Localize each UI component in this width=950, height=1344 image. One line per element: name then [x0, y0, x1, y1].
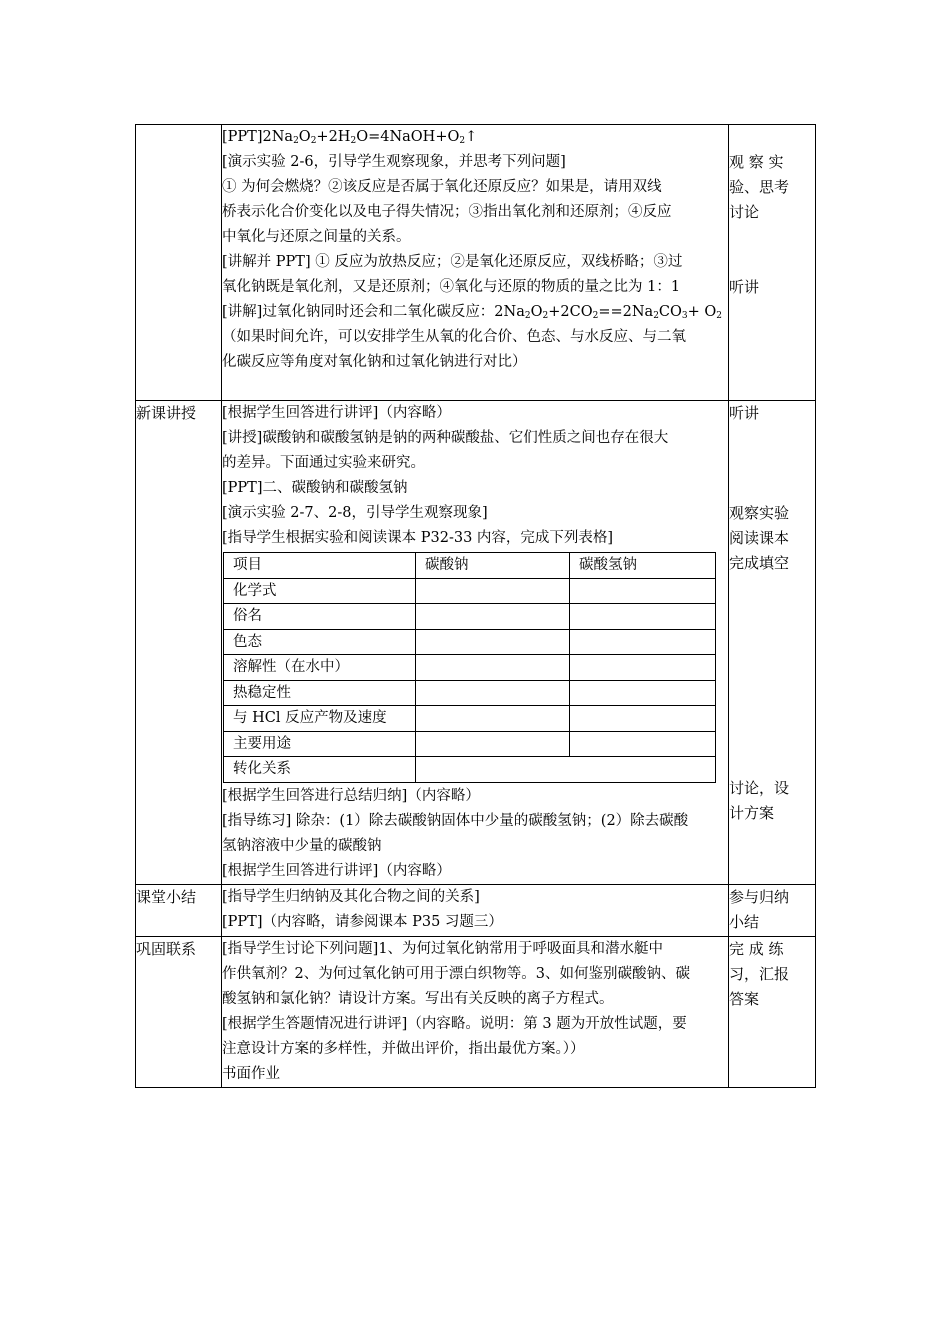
empty-cell[interactable] [570, 604, 716, 630]
content-line: 桥表示化合价变化以及电子得失情况；③指出氧化剂和还原剂；④反应 [222, 204, 672, 220]
stage-label: 新课讲授 [136, 404, 197, 422]
content-line: 中氧化与还原之间量的关系。 [222, 229, 411, 245]
stage-label: 课堂小结 [136, 887, 197, 906]
row-label: 俗名 [224, 604, 416, 630]
content-line: 氧化钠既是氧化剂，又是还原剂；④氧化与还原的物质的量之比为 1：1 [222, 279, 681, 295]
stage-cell [136, 401, 222, 885]
header-cell: 项目 [224, 553, 416, 579]
content-line: [根据学生答题情况进行讲评]（内容略。说明：第 3 题为开放性试题，要 [222, 1015, 687, 1032]
content-line: 氢钠溶液中少量的碳酸钠 [222, 837, 382, 854]
empty-cell[interactable] [570, 706, 716, 732]
activity-line: 观 察 实 [729, 153, 784, 171]
content-line: （如果时间允许，可以安排学生从氧的化合价、色态、与水反应、与二氧 [222, 329, 686, 345]
content-line: [PPT]（内容略，请参阅课本 P35 习题三） [222, 913, 503, 930]
empty-cell[interactable] [416, 680, 570, 706]
content-line: [讲解并 PPT] ① 反应为放热反应；②是氧化还原反应，双线桥略；③过 [222, 254, 683, 270]
table-row [136, 125, 816, 401]
activity-cell [729, 125, 816, 401]
activity-cell [729, 936, 816, 1087]
empty-cell[interactable] [416, 629, 570, 655]
content-cell [222, 936, 729, 1087]
empty-cell[interactable] [416, 578, 570, 604]
activity-line: 答案 [729, 989, 760, 1008]
header-cell: 碳酸钠 [416, 553, 570, 579]
empty-cell[interactable] [416, 706, 570, 732]
row-label: 热稳定性 [224, 680, 416, 706]
activity-line: 完 成 练 [729, 939, 784, 958]
row-label: 与 HCl 反应产物及速度 [224, 706, 416, 732]
equation-line: $[PPT]2Na_2O_2+2H_2O=4NaOH+O_2↑$ [222, 129, 478, 146]
content-line: [演示实验 2-7、2-8，引导学生观察现象] [222, 505, 488, 521]
activity-line: 讨论，设 [729, 779, 790, 797]
content-line: [讲授]碳酸钠和碳酸氢钠是钠的两种碳酸盐、它们性质之间也存在很大 [222, 430, 669, 446]
content-cell [222, 125, 729, 401]
activity-line: 听讲 [729, 278, 760, 296]
content-cell [222, 884, 729, 936]
activity-line: 小结 [729, 912, 760, 931]
content-cell [222, 401, 729, 885]
empty-cell[interactable] [570, 680, 716, 706]
content-line: 注意设计方案的多样性，并做出评价，指出最优方案。）） [222, 1040, 585, 1057]
row-label: 转化关系 [224, 757, 416, 783]
activity-line: 参与归纳 [729, 887, 790, 906]
empty-cell[interactable] [570, 731, 716, 757]
content-line: [指导学生讨论下列问题]1、为何过氧化钠常用于呼吸面具和潜水艇中 [222, 940, 664, 957]
table-row [224, 629, 716, 655]
table-row [224, 604, 716, 630]
content-line: [指导学生归纳钠及其化合物之间的关系] [222, 888, 480, 905]
table-row [224, 680, 716, 706]
header-cell: 碳酸氢钠 [570, 553, 716, 579]
content-line: 酸氢钠和氯化钠？请设计方案。写出有关反映的离子方程式。 [222, 990, 614, 1007]
empty-cell[interactable] [416, 757, 716, 783]
content-line: [指导学生根据实验和阅读课本 P32-33 内容，完成下列表格] [222, 530, 614, 546]
row-label: 色态 [224, 629, 416, 655]
content-line: [根据学生回答进行总结归纳]（内容略） [222, 787, 480, 804]
content-line: 的差异。下面通过实验来研究。 [222, 455, 425, 471]
activity-line: 完成填空 [729, 554, 790, 572]
empty-cell[interactable] [570, 655, 716, 681]
table-row [136, 884, 816, 936]
activity-cell [729, 401, 816, 885]
row-label: 主要用途 [224, 731, 416, 757]
table-row [224, 757, 716, 783]
content-line: [演示实验 2-6，引导学生观察现象，并思考下列问题] [222, 154, 566, 170]
equation-line: [讲解]过氧化钠同时还会和二氧化碳反应：$2Na_2O_2+2CO_2==2Na_2CO_3+ O_2$ [222, 304, 723, 321]
content-line: [PPT]二、碳酸钠和碳酸氢钠 [222, 480, 408, 496]
activity-line: 听讲 [729, 404, 760, 422]
content-line: 化碳反应等角度对氧化钠和过氧化钠进行对比） [222, 354, 527, 370]
stage-cell [136, 125, 222, 401]
activity-line: 习，汇报 [729, 964, 790, 983]
activity-line: 讨论 [729, 203, 760, 221]
lesson-plan-table [135, 124, 816, 1088]
content-line: [指导练习] 除杂：(1）除去碳酸钠固体中少量的碳酸氢钠；(2）除去碳酸 [222, 812, 689, 829]
table-row [224, 731, 716, 757]
stage-label: 巩固联系 [136, 939, 197, 958]
stage-cell [136, 936, 222, 1087]
table-row [136, 936, 816, 1087]
content-line: [根据学生回答进行讲评]（内容略） [222, 862, 451, 879]
row-label: 溶解性（在水中） [224, 655, 416, 681]
table-row [224, 655, 716, 681]
table-row [136, 401, 816, 885]
empty-cell[interactable] [416, 604, 570, 630]
content-line: ① 为何会燃烧？②该反应是否属于氧化还原反应？如果是，请用双线 [222, 179, 662, 195]
activity-cell [729, 884, 816, 936]
content-line: 书面作业 [222, 1065, 280, 1082]
stage-cell [136, 884, 222, 936]
content-line: [根据学生回答进行讲评]（内容略） [222, 405, 451, 421]
empty-cell[interactable] [416, 731, 570, 757]
table-row [224, 578, 716, 604]
table-header-row [224, 553, 716, 579]
activity-line: 验、思考 [729, 178, 790, 196]
activity-line: 阅读课本 [729, 529, 790, 547]
empty-cell[interactable] [570, 578, 716, 604]
row-label: 化学式 [224, 578, 416, 604]
empty-cell[interactable] [416, 655, 570, 681]
activity-line: 计方案 [729, 804, 775, 822]
table-row [224, 706, 716, 732]
activity-line: 观察实验 [729, 504, 790, 522]
content-line: 作供氧剂？2、为何过氧化钠可用于漂白织物等。3、如何鉴别碳酸钠、碳 [222, 965, 690, 982]
empty-cell[interactable] [570, 629, 716, 655]
comparison-table [223, 552, 716, 783]
